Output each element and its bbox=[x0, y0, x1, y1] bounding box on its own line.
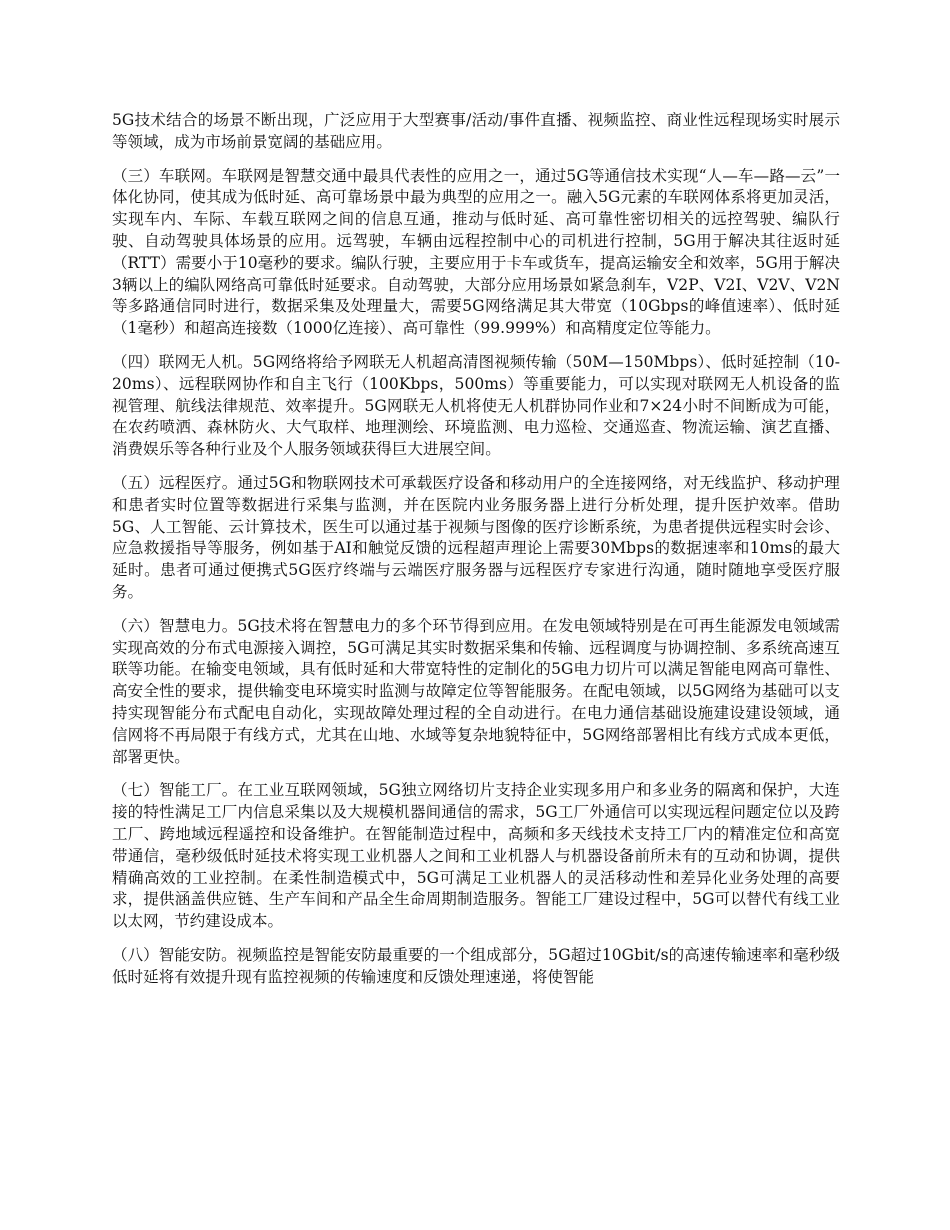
paragraph-remote-medical: （五）远程医疗。通过5G和物联网技术可承载医疗设备和移动用户的全连接网络，对无线监护、移动护理和患者实时位置等数据进行采集与监测，并在医院内业务服务器上进行分析处理，提升医护效率。借助5G、人工智能、云计算技术，医生可以通过基于视频与图像的医疗诊断系统，为患者提供远程实时会诊、应急救援指导等服务，例如基于AI和触觉反馈的远程超声理论上需要30Mbps的数据速率和10ms的最大延时。患者可通过便携式5G医疗终端与云端医疗服务器与远程医疗专家进行沟通，随时随地享受医疗服务。 bbox=[112, 473, 840, 601]
paragraph-intro-continuation: 5G技术结合的场景不断出现，广泛应用于大型赛事/活动/事件直播、视频监控、商业性远程现场实时展示等领域，成为市场前景宽阔的基础应用。 bbox=[112, 111, 840, 151]
paragraph-smart-power: （六）智慧电力。5G技术将在智慧电力的多个环节得到应用。在发电领域特别是在可再生能源发电领域需实现高效的分布式电源接入调控，5G可满足其实时数据采集和传输、远程调度与协调控制、多系统高速互联等功能。在输变电领域，具有低时延和大带宽特性的定制化的5G电力切片可以满足智能电网高可靠性、高安全性的要求，提供输变电环境实时监测与故障定位等智能服务。在配电领域，以5G网络为基础可以支持实现智能分布式配电自动化，实现故障处理过程的全自动进行。在电力通信基础设施建设建设领域，通信网将不再局限于有线方式，尤其在山地、水域等复杂地貌特征中，5G网络部署相比有线方式成本更低，部署更快。 bbox=[112, 616, 840, 766]
paragraph-smart-security: （八）智能安防。视频监控是智能安防最重要的一个组成部分，5G超过10Gbit/s的高速传输速率和毫秒级低时延将有效提升现有监控视频的传输速度和反馈处理速递，将使智能 bbox=[112, 945, 840, 986]
paragraph-connected-drones: （四）联网无人机。5G网络将给予网联无人机超高清图视频传输（50M—150Mbps）、低时延控制（10-20ms）、远程联网协作和自主飞行（100Kbps，500ms）等重要能力，可以实现对联网无人机设备的监视管理、航线法律规范、效率提升。5G网联无人机将使无人机群协同作业和7×24小时不间断成为可能，在农药喷洒、森林防火、大气取样、地理测绘、环境监测、电力巡检、交通巡查、物流运输、演艺直播、消费娱乐等各种行业及个人服务领域获得巨大进展空间。 bbox=[112, 352, 840, 459]
paragraph-connected-vehicles: （三）车联网。车联网是智慧交通中最具代表性的应用之一，通过5G等通信技术实现“人—车—路—云”一体化协同，使其成为低时延、高可靠场景中最为典型的应用之一。融入5G元素的车联网体系将更加灵活，实现车内、车际、车载互联网之间的信息互通，推动与低时延、高可靠性密切相关的远控驾驶、编队行驶、自动驾驶具体场景的应用。远驾驶，车辆由远程控制中心的司机进行控制，5G用于解决其往返时延（RTT）需要小于10毫秒的要求。编队行驶，主要应用于卡车或货车，提高运输安全和效率，5G用于解决3辆以上的编队网络高可靠低时延要求。自动驾驶，大部分应用场景如紧急刹车，V2P、V2I、V2V、V2N等多路通信同时进行，数据采集及处理量大，需要5G网络满足其大带宽（10Gbps的峰值速率）、低时延（1毫秒）和超高连接数（1000亿连接）、高可靠性（99.999%）和高精度定位等能力。 bbox=[112, 166, 840, 338]
paragraph-smart-factory: （七）智能工厂。在工业互联网领域，5G独立网络切片支持企业实现多用户和多业务的隔离和保护，大连接的特性满足工厂内信息采集以及大规模机器间通信的需求，5G工厂外通信可以实现远程问题定位以及跨工厂、跨地域远程遥控和设备维护。在智能制造过程中，高频和多天线技术支持工厂内的精准定位和高宽带通信，毫秒级低时延技术将实现工业机器人之间和工业机器人与机器设备前所未有的互动和协调，提供精确高效的工业控制。在柔性制造模式中，5G可满足工业机器人的灵活移动性和差异化业务处理的高要求，提供涵盖供应链、生产车间和产品全生命周期制造服务。智能工厂建设过程中，5G可以替代有线工业以太网，节约建设成本。 bbox=[112, 781, 840, 931]
